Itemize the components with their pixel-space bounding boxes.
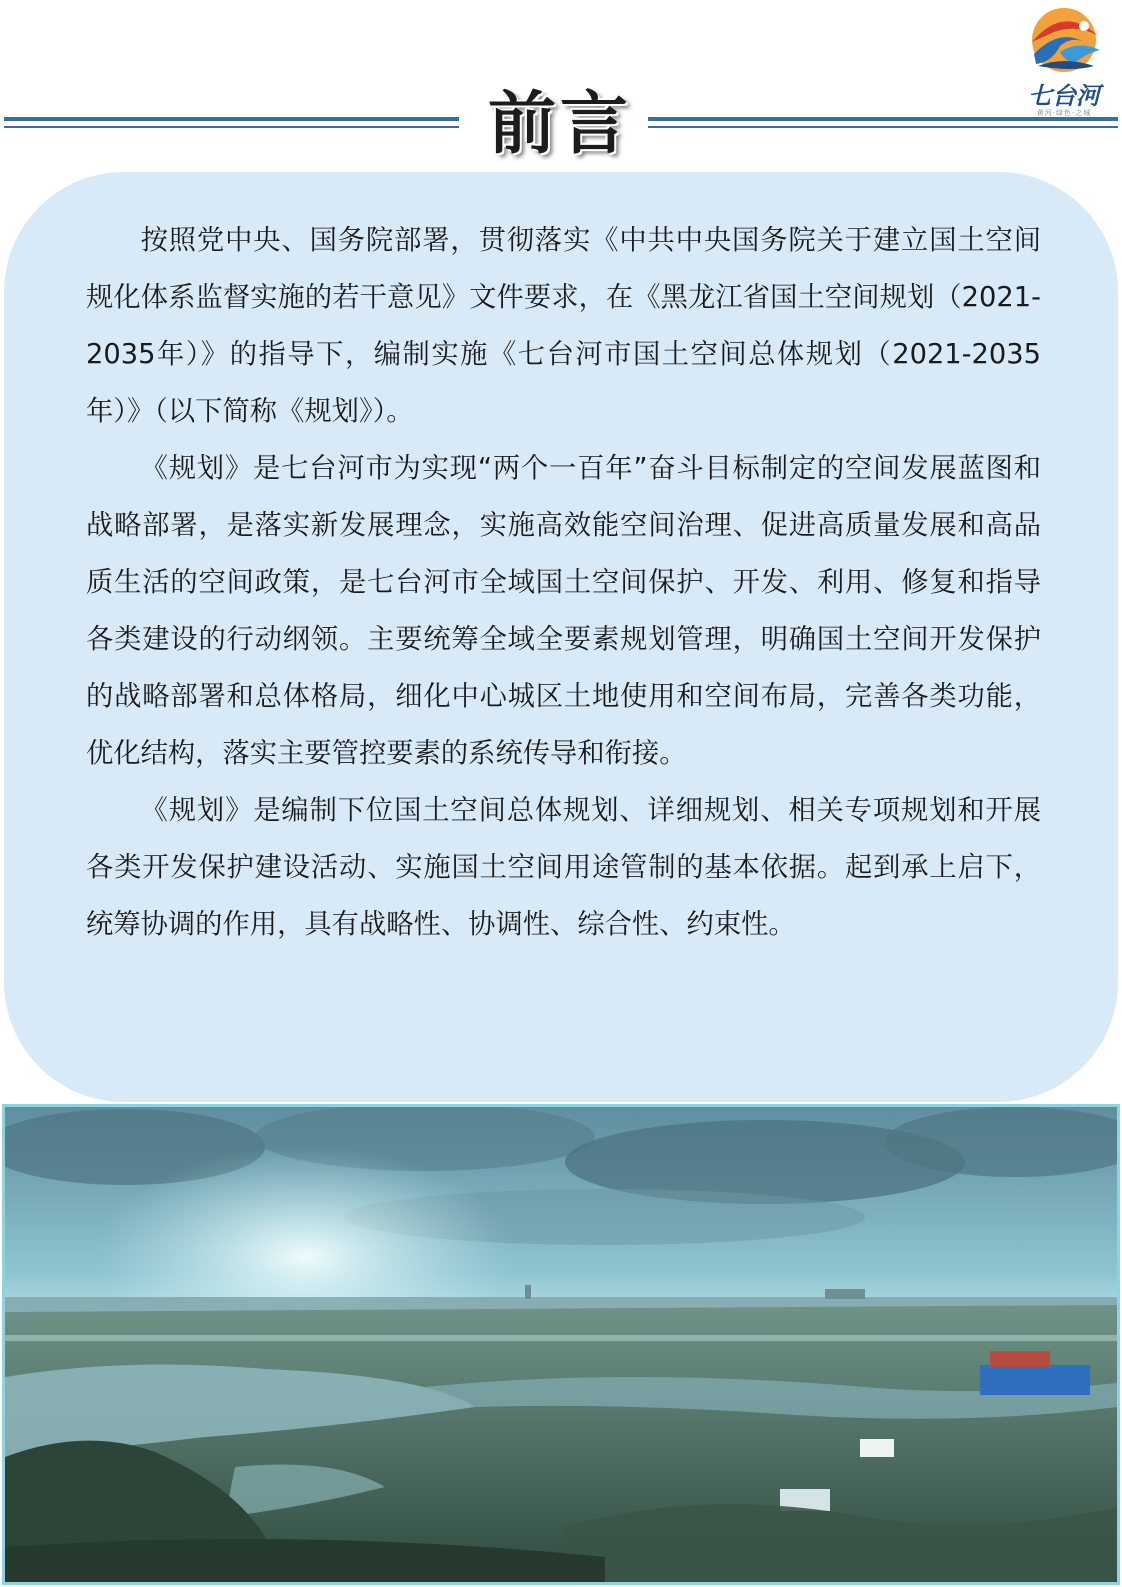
landscape-image	[5, 1107, 1117, 1582]
page-title: 前言	[487, 85, 632, 164]
header-line-right-thin	[648, 126, 1118, 128]
logo-wordmark: 七台河	[1028, 81, 1100, 110]
intro-body	[86, 212, 1041, 953]
paragraph: 按照党中央、国务院部署，贯彻落实《中共中央国务院关于建立国土空间规化体系监督实施的若干意见》文件要求，在《黑龙江省国土空间规划（2021-2035年）》的指导下，编制实施《七台河市国土空间总体规划（2021-2035年）》（以下简称《规划》）。	[86, 225, 1041, 427]
landscape-photo	[2, 1104, 1120, 1585]
header-line-left-thick	[4, 117, 459, 121]
logo-tagline: 黄河·绿色·之城	[1036, 109, 1092, 117]
paragraph: 《规划》是七台河市为实现“两个一百年”奋斗目标制定的空间发展蓝图和战略部署，是落实新发展理念，实施高效能空间治理、促进高质量发展和高品质生活的空间政策，是七台河市全域国土空间保护、开发、利用、修复和指导各类建设的行动纲领。主要统筹全域全要素规划管理，明确国土空间开发保护的战略部署和总体格局，细化中心城区土地使用和空间布局，完善各类功能，优化结构，落实主要管控要素的系统传导和衔接。	[86, 453, 1041, 769]
paragraph: 《规划》是编制下位国土空间总体规划、详细规划、相关专项规划和开展各类开发保护建设活动、实施国土空间用途管制的基本依据。起到承上启下，统筹协调的作用，具有战略性、协调性、综合性、约束性。	[86, 795, 1041, 940]
header-line-left-thin	[4, 126, 459, 128]
